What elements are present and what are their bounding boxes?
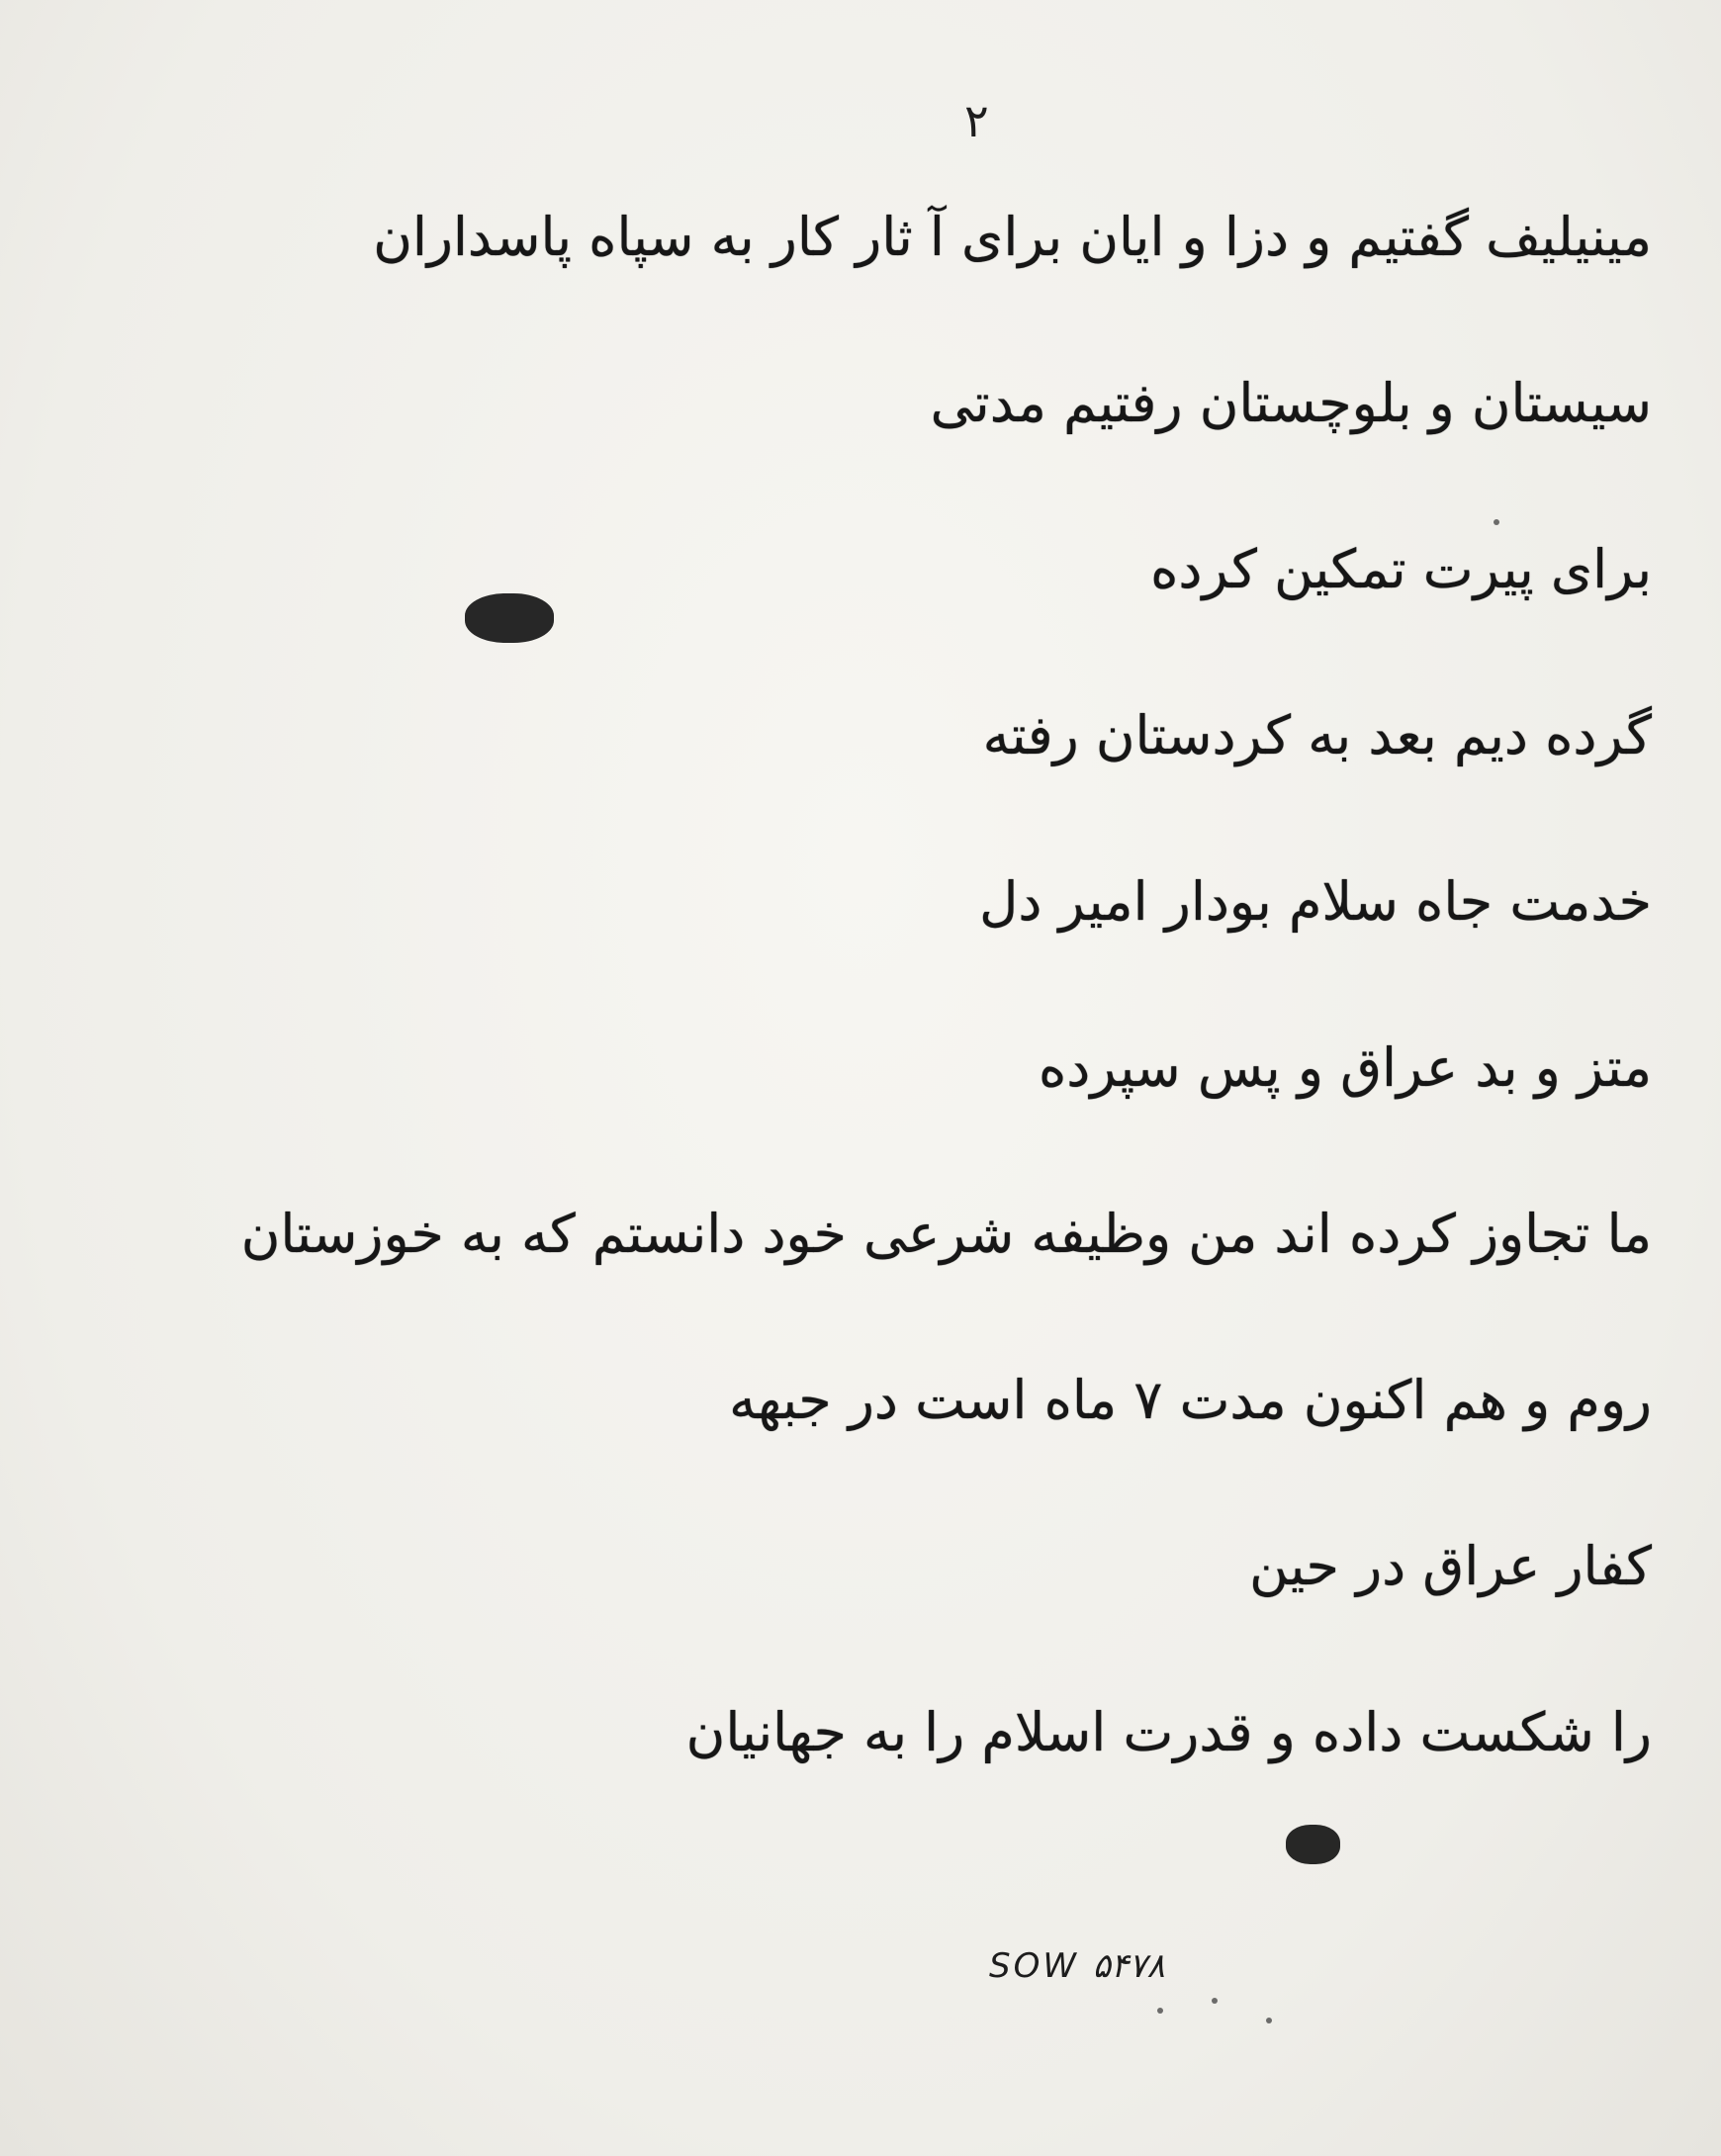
speck-mark: [1494, 519, 1499, 525]
footer-code: SOW ۵۴۷۸: [989, 1946, 1165, 1986]
text-line-8: روم و هم اکنون مدت ۷ ماه است در جبهه: [729, 1369, 1652, 1431]
page-number: ۲: [964, 94, 989, 147]
handwritten-text-body: [0, 183, 1721, 1844]
text-line-5: خدمت جاه سلام بودار امیر دل: [979, 870, 1652, 933]
ink-blot-large: [465, 593, 554, 643]
text-line-1: مینیلیف گفتیم و دزا و ایان برای آ ثار کار به سپاه پاسداران: [373, 206, 1652, 268]
ink-blot-small: [1286, 1825, 1340, 1864]
text-line-9: کفار عراق در حین: [1249, 1535, 1652, 1597]
speck-mark: [1212, 1998, 1218, 2004]
text-line-3: برای پیرت تمکین کرده: [1150, 538, 1652, 600]
text-line-10: را شکست داده و قدرت اسلام را به جهانیان: [685, 1701, 1652, 1763]
text-line-7: ما تجاوز کرده اند من وظیفه شرعی خود دانستم که به خوزستان: [240, 1203, 1652, 1265]
speck-mark: [1266, 2018, 1272, 2023]
text-line-4: گرده دیم بعد به کردستان رفته: [982, 704, 1652, 766]
speck-mark: [1157, 2008, 1163, 2014]
text-line-2: سیستان و بلوچستان رفتیم مدتی: [930, 372, 1652, 434]
text-line-6: متز و بد عراق و پس سپرده: [1039, 1036, 1652, 1099]
